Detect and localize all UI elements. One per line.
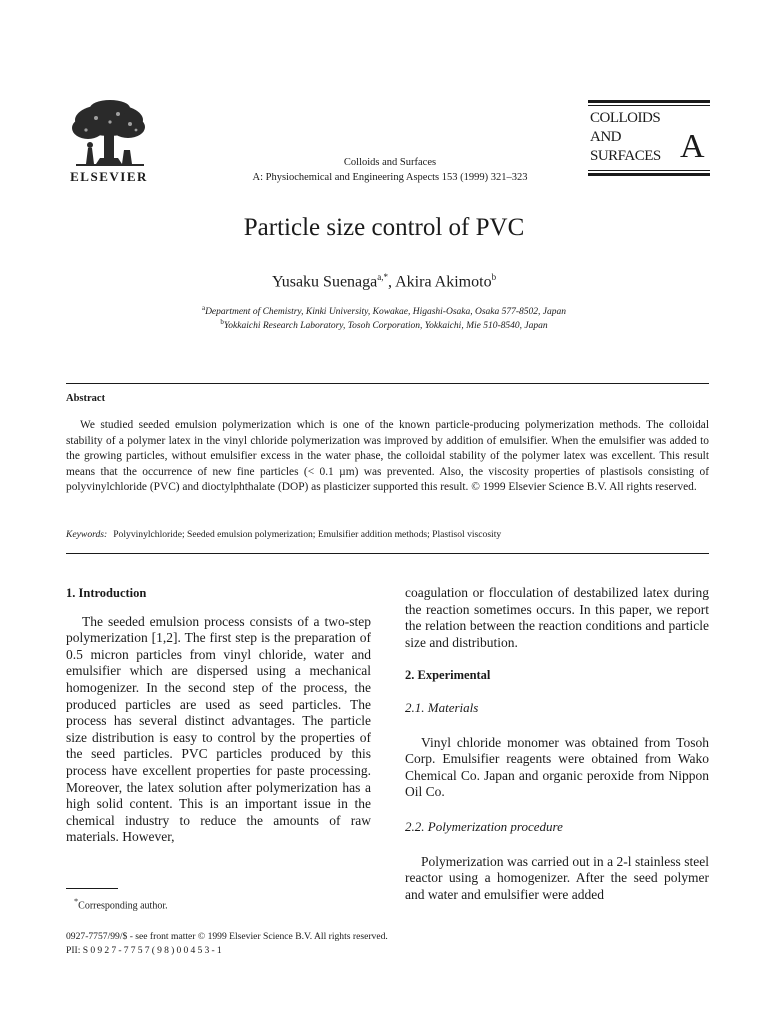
footnote-mark: * bbox=[74, 897, 79, 906]
keywords-list: Polyvinylchloride; Seeded emulsion polymerization; Emulsifier addition methods; Plastisol viscosity bbox=[113, 529, 502, 540]
brand-rule-bottom-thin bbox=[588, 170, 710, 171]
body-paragraph: Vinyl chloride monomer was obtained from Tosoh Corp. Emulsifier reagents were obtained from Wako Chemical Co. Japan and organic peroxide from Nippon Oil Co. bbox=[405, 734, 709, 800]
footnote bbox=[74, 897, 168, 911]
brand-section-letter: A bbox=[680, 128, 705, 165]
abstract-text: We studied seeded emulsion polymerization which is one of the known particle-producing polymerization methods. The colloidal stability of a polymer latex in the vinyl chloride polymerization was improved by addition of emulsifier. When the emulsifier was added to the growing particles, without emulsifier excess in the water phase, the colloidal stability of the polymer latex was excellent. This result means that the occurrence of new fine particles (< 0.1 µm) was prevented. Also, the viscosity properties of plastisols consisting of polyvinylchloride (PVC) and dioctylphthalate (DOP) as plasticizer supported this result. © 1999 Elsevier Science B.V. All rights reserved. bbox=[66, 419, 709, 493]
body-paragraph: Polymerization was carried out in a 2-l stainless steel reactor using a homogenizer. After the seed polymer and water and emulsifier were added bbox=[405, 853, 709, 902]
subsection-heading: 2.2. Polymerization procedure bbox=[405, 818, 563, 834]
affiliation bbox=[60, 318, 708, 331]
abstract-heading: Abstract bbox=[66, 393, 106, 404]
journal-brand bbox=[588, 100, 710, 196]
elsevier-logo bbox=[66, 100, 152, 188]
pii-value: S0927-7757(98)00453-1 bbox=[82, 945, 224, 956]
journal-volume-pages: A: Physiochemical and Engineering Aspects 153 (1999) 321–323 bbox=[252, 172, 528, 183]
author-list bbox=[0, 272, 768, 291]
brand-line: AND bbox=[590, 129, 621, 145]
section-heading: 1. Introduction bbox=[66, 586, 147, 600]
body-column-left bbox=[66, 585, 371, 846]
copyright-block bbox=[66, 930, 388, 958]
author-affil-mark: b bbox=[491, 272, 497, 282]
divider bbox=[66, 383, 709, 384]
footnote-rule bbox=[66, 888, 118, 889]
body-paragraph: The seeded emulsion process consists of a two-step polymerization [1,2]. The first step is the preparation of 0.5 micron particles from vinyl chloride, water and emulsifier which are dispersed using a mechanical homogenizer. In the second step of the process, the produced particles are used as seed particles. The process has several distinct advantages. The particle size distribution is easy to control by the properties of the seed particles. PVC particles produced by this process have excellent properties for paste processing. Moreover, the latex solution after polymerization has a high solid content. This is an important issue in the chemical industry to reduce the amounts of raw materials. However, bbox=[66, 613, 371, 845]
brand-rule-top bbox=[588, 100, 710, 103]
affiliation-mark: a bbox=[201, 304, 206, 312]
pii-label: PII: bbox=[66, 945, 81, 956]
keywords bbox=[66, 529, 709, 540]
author-separator: , bbox=[388, 273, 396, 291]
body-paragraph: coagulation or flocculation of destabilized latex during the reaction sometimes occurs. In this paper, we report the relation between the reaction conditions and particle size and distribution. bbox=[405, 585, 709, 650]
affiliation-text: Yokkaichi Research Laboratory, Tosoh Corporation, Yokkaichi, Mie 510-8540, Japan bbox=[223, 321, 548, 332]
author-name: Yusaku Suenaga bbox=[271, 273, 378, 291]
article-title: Particle size control of PVC bbox=[243, 214, 525, 241]
brand-line: SURFACES bbox=[590, 148, 661, 164]
publisher-name: ELSEVIER bbox=[70, 169, 148, 184]
body-column-right bbox=[405, 585, 709, 903]
affiliation-text: Department of Chemistry, Kinki University, Kowakae, Higashi-Osaka, Osaka 577-8502, Japan bbox=[205, 307, 567, 318]
brand-rule-top-thin bbox=[588, 105, 710, 106]
footnote-text: Corresponding author. bbox=[78, 900, 168, 912]
tree-logo-icon bbox=[66, 100, 152, 168]
brand-rule-bottom bbox=[588, 173, 710, 176]
pii-line bbox=[66, 944, 388, 958]
subsection-heading: 2.1. Materials bbox=[405, 699, 479, 715]
journal-citation bbox=[220, 155, 560, 185]
keywords-label: Keywords: bbox=[66, 529, 108, 540]
copyright-line: 0927-7757/99/$ - see front matter © 1999 Elsevier Science B.V. All rights reserved. bbox=[66, 931, 388, 942]
author-affil-mark: a,* bbox=[377, 272, 388, 282]
brand-line: COLLOIDS bbox=[590, 110, 661, 126]
section-heading: 2. Experimental bbox=[405, 668, 491, 683]
journal-name: Colloids and Surfaces bbox=[343, 157, 437, 168]
affiliation-mark: b bbox=[220, 318, 224, 326]
author-name: Akira Akimoto bbox=[395, 273, 492, 291]
divider bbox=[66, 553, 709, 554]
affiliation bbox=[60, 304, 708, 317]
